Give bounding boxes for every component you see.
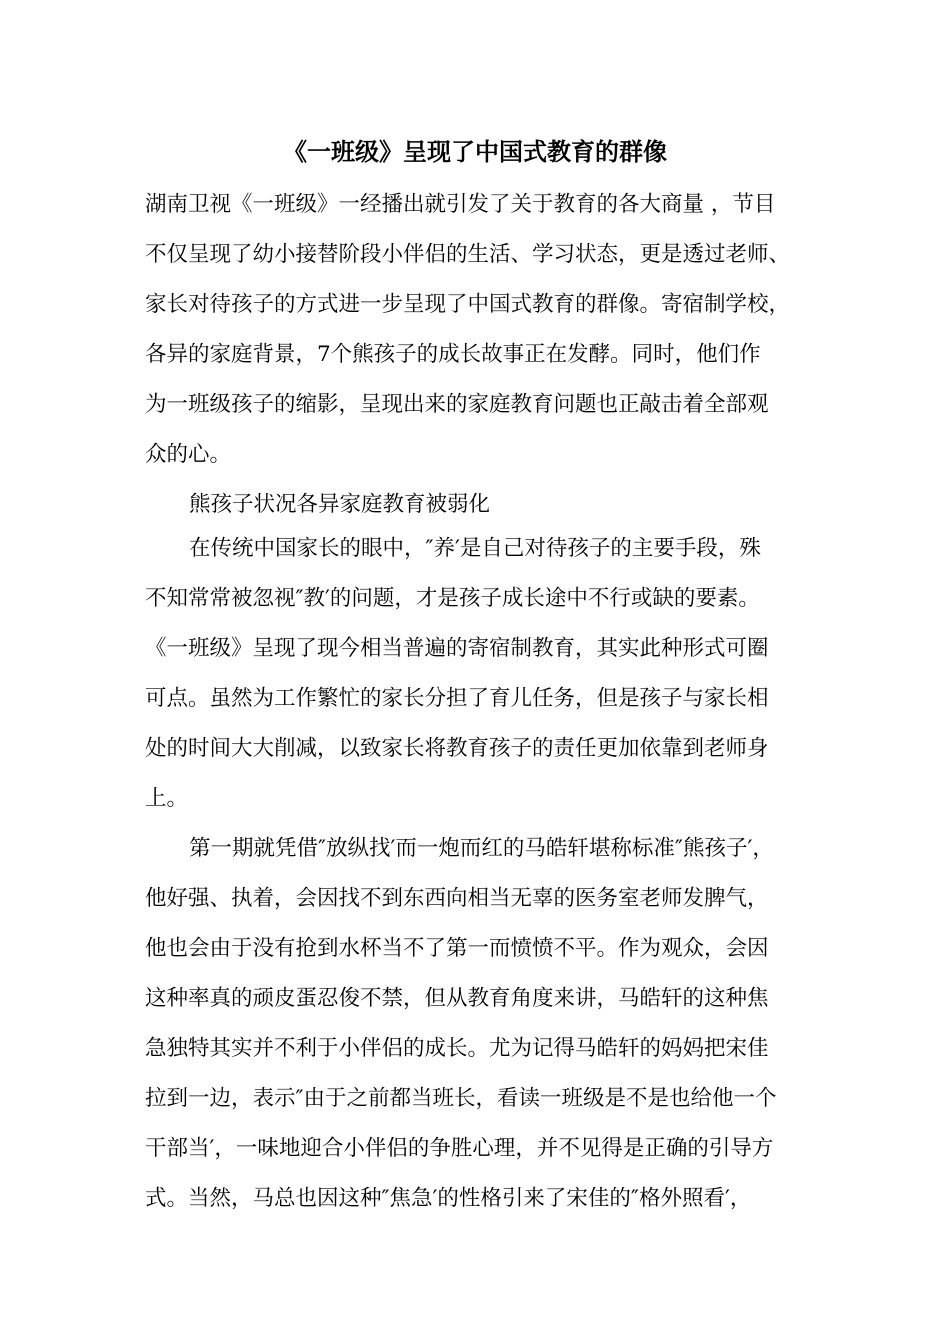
text-line: 为一班级孩子的缩影，呈现出来的家庭教育问题也正敲击着全部观 xyxy=(145,392,769,417)
text-line: 式。当然，马总也因这种″焦急′的性格引来了宋佳的″格外照看′， xyxy=(145,1186,752,1211)
text-line: 不仅呈现了幼小接替阶段小伴侣的生活、学习状态，更是透过老师、 xyxy=(145,242,791,267)
text-line: 第一期就凭借″放纵找′而一炮而红的马皓轩堪称标准″熊孩子′， xyxy=(189,836,774,861)
text-line: 众的心。 xyxy=(145,442,232,467)
section-heading: 熊孩子状况各异家庭教育被弱化 xyxy=(189,492,491,517)
text-line: 他好强、执着，会因找不到东西向相当无辜的医务室老师发脾气， xyxy=(145,886,769,911)
text-line: 这种率真的顽皮蛋忍俊不禁，但从教育角度来讲，马皓轩的这种焦 xyxy=(145,986,769,1011)
document-body xyxy=(145,180,845,1224)
text-line: 他也会由于没有抢到水杯当不了第一而愤愤不平。作为观众，会因 xyxy=(145,936,769,961)
text-line: 处的时间大大削减，以致家长将教育孩子的责任更加依靠到老师身 xyxy=(145,736,769,761)
text-line: 不知常常被忽视″教′的问题，才是孩子成长途中不行或缺的要素。 xyxy=(145,586,760,611)
text-line: 可点。虽然为工作繁忙的家长分担了育儿任务，但是孩子与家长相 xyxy=(145,686,769,711)
text-line: 干部当′，一味地迎合小伴侣的争胜心理，并不见得是正确的引导方 xyxy=(145,1136,774,1161)
text-line: 上。 xyxy=(145,786,189,811)
text-line: 家长对待孩子的方式进一步呈现了中国式教育的群像。寄宿制学校， xyxy=(145,292,791,317)
document-title: 《一班级》呈现了中国式教育的群像 xyxy=(283,138,667,166)
text-line: 拉到一边，表示″由于之前都当班长，看读一班级是不是也给他一个 xyxy=(145,1086,777,1111)
text-line: 急独特其实并不利于小伴侣的成长。尤为记得马皓轩的妈妈把宋佳 xyxy=(145,1036,769,1061)
text-line: 在传统中国家长的眼中，″养′是自己对待孩子的主要手段，殊 xyxy=(189,536,761,561)
text-line: 《一班级》呈现了现今相当普遍的寄宿制教育，其实此种形式可圈 xyxy=(145,636,769,661)
text-line: 湖南卫视《一班级》一经播出就引发了关于教育的各大商量 ，节目 xyxy=(145,192,776,217)
text-line: 各异的家庭背景，7个熊孩子的成长故事正在发酵。同时，他们作 xyxy=(145,342,761,367)
